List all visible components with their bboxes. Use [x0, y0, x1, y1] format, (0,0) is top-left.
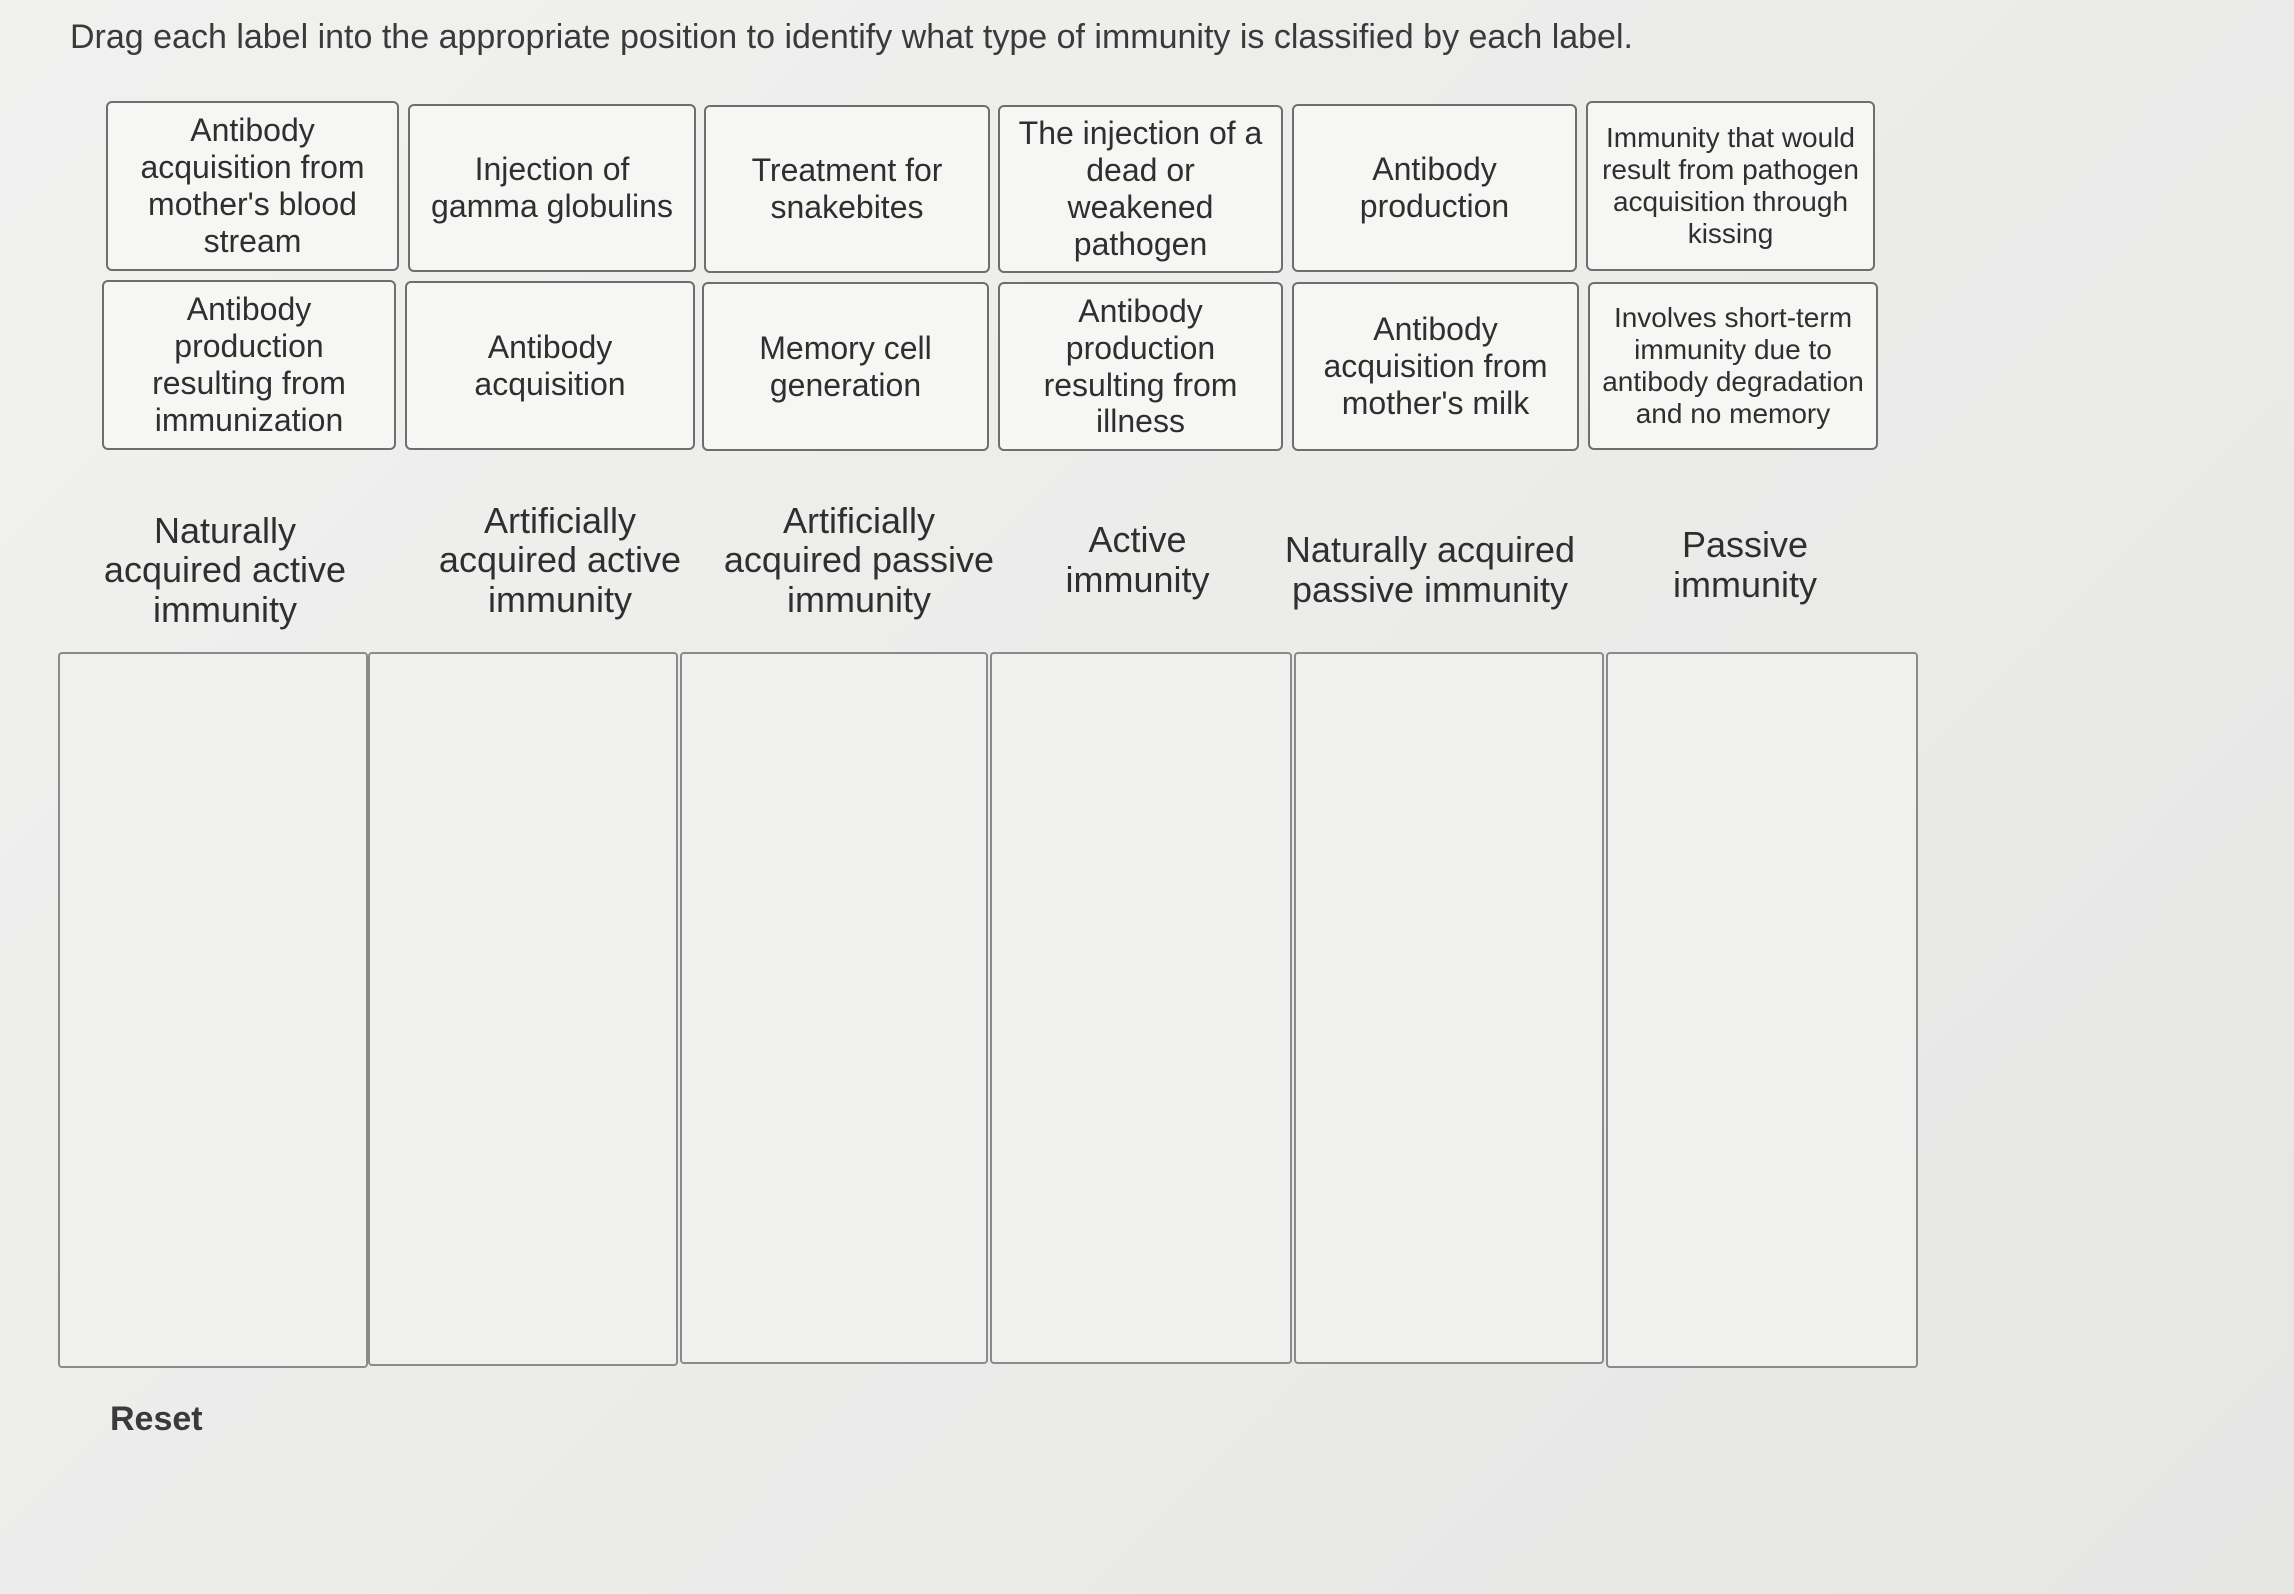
drop-zone-naturally-passive[interactable] [1294, 652, 1604, 1364]
category-title-artificially-passive: Artificially acquired passive immunity [723, 499, 995, 620]
drop-zone-artificially-active[interactable] [368, 652, 678, 1366]
category-title-artificially-active: Artificially acquired active immunity [438, 499, 682, 620]
category-title-active: Active immunity [1065, 519, 1210, 600]
drop-zone-active[interactable] [990, 652, 1292, 1364]
label-card-antibody-production[interactable]: Antibody production [1292, 104, 1577, 272]
label-card-antibody-acquisition[interactable]: Antibody acquisition [405, 281, 695, 450]
label-card-dead-pathogen[interactable]: The injection of a dead or weakened pathogen [998, 105, 1283, 273]
label-card-illness[interactable]: Antibody production resulting from illness [998, 282, 1283, 451]
reset-button[interactable]: Reset [110, 1400, 203, 1438]
label-card-gamma-globulins[interactable]: Injection of gamma globulins [408, 104, 696, 272]
label-card-short-term[interactable]: Involves short-term immunity due to antibody degradation and no memory [1588, 282, 1878, 450]
label-card-snakebites[interactable]: Treatment for snakebites [704, 105, 990, 273]
label-card-mothers-milk[interactable]: Antibody acquisition from mother's milk [1292, 282, 1579, 451]
label-card-immunization[interactable]: Antibody production resulting from immunization [102, 280, 396, 450]
label-card-mothers-blood[interactable]: Antibody acquisition from mother's blood stream [106, 101, 399, 271]
category-title-passive: Passive immunity [1672, 524, 1818, 605]
label-card-memory-cell[interactable]: Memory cell generation [702, 282, 989, 451]
drop-zone-artificially-passive[interactable] [680, 652, 988, 1364]
category-title-naturally-passive: Naturally acquired passive immunity [1284, 529, 1576, 610]
drop-zone-naturally-active[interactable] [58, 652, 368, 1368]
instructions-text: Drag each label into the appropriate position to identify what type of immunity is classified by each label. [70, 18, 1633, 56]
category-title-naturally-active: Naturally acquired active immunity [103, 509, 347, 630]
label-card-kissing[interactable]: Immunity that would result from pathogen acquisition through kissing [1586, 101, 1875, 271]
drop-zone-passive[interactable] [1606, 652, 1918, 1368]
